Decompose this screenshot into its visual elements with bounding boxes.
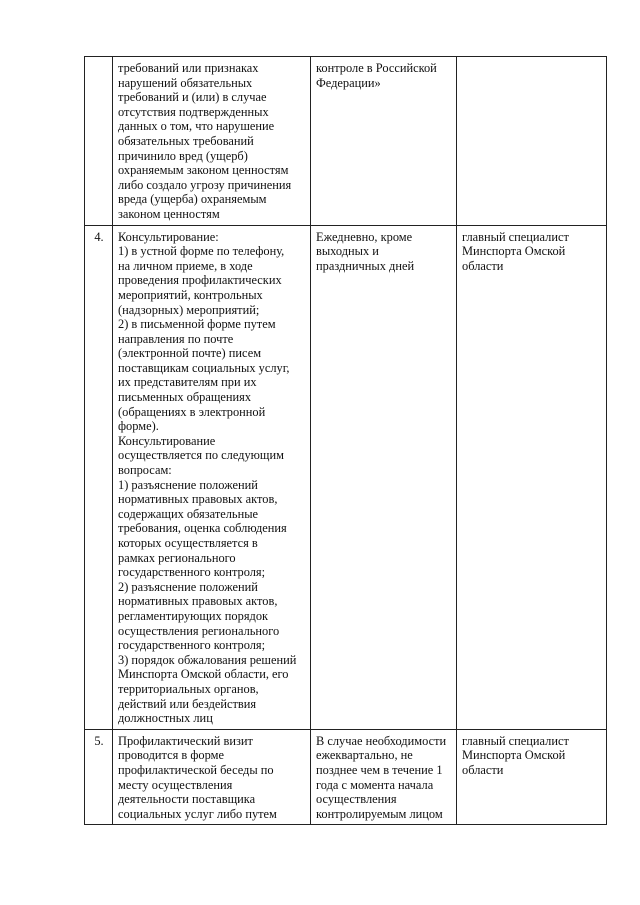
text-line: поставщикам социальных услуг, xyxy=(118,360,290,375)
text-line: 3) порядок обжалования решений xyxy=(118,652,297,667)
text-line: направления по почте xyxy=(118,331,234,346)
measure-responsible xyxy=(457,729,607,825)
text-line: должностных лиц xyxy=(118,711,213,726)
text-line: (электронной почте) писем xyxy=(118,346,262,361)
text-line: главный специалист xyxy=(462,733,569,748)
text-line: ежеквартально, не xyxy=(316,748,413,763)
text-line: области xyxy=(462,762,504,777)
text-line: письменных обращениях xyxy=(118,390,252,405)
text-line: требований и (или) в случае xyxy=(118,90,267,105)
measure-description xyxy=(113,225,311,729)
row-number xyxy=(85,57,113,226)
text-line: праздничных дней xyxy=(316,258,415,273)
text-line: осуществления xyxy=(316,792,397,807)
text-line: государственного контроля; xyxy=(118,565,266,580)
text-line: месту осуществления xyxy=(118,777,233,792)
text-line: проведения профилактических xyxy=(118,273,282,288)
text-line: Минспорта Омской области, его xyxy=(118,667,289,682)
measure-description xyxy=(113,729,311,825)
text-line: (обращениях в электронной xyxy=(118,404,266,419)
text-line: форме). xyxy=(118,419,159,434)
measures-table xyxy=(84,56,607,825)
text-line: Ежедневно, кроме xyxy=(316,229,413,244)
text-line: главный специалист xyxy=(462,229,569,244)
text-line: проводится в форме xyxy=(118,748,224,763)
measure-timing xyxy=(311,225,457,729)
text-line: либо создало угрозу причинения xyxy=(118,177,292,192)
text-line: (надзорных) мероприятий; xyxy=(118,302,260,317)
text-line: 2) в письменной форме путем xyxy=(118,317,276,332)
text-line: Минспорта Омской xyxy=(462,748,566,763)
text-line: требования, оценка соблюдения xyxy=(118,521,287,536)
text-line: государственного контроля; xyxy=(118,638,266,653)
text-line: осуществления регионального xyxy=(118,623,280,638)
table-row xyxy=(85,225,607,729)
measure-responsible xyxy=(457,225,607,729)
text-line: вреда (ущерба) охраняемым xyxy=(118,192,267,207)
text-line: вопросам: xyxy=(118,463,172,478)
text-line: законом ценностям xyxy=(118,206,220,221)
text-line: В случае необходимости xyxy=(316,733,447,748)
measure-responsible xyxy=(457,57,607,226)
text-line: года с момента начала xyxy=(316,777,434,792)
text-line: регламентирующих порядок xyxy=(118,608,269,623)
text-line: требований или признаках xyxy=(118,61,259,75)
text-line: на личном приеме, в ходе xyxy=(118,258,253,273)
text-line: их представителям при их xyxy=(118,375,257,390)
text-line: деятельности поставщика xyxy=(118,792,256,807)
text-line: рамках регионального xyxy=(118,550,236,565)
text-line: действий или бездействия xyxy=(118,696,257,711)
text-line: содержащих обязательные xyxy=(118,506,259,521)
text-line: причинило вред (ущерб) xyxy=(118,148,248,163)
text-line: контролируемым лицом xyxy=(316,806,443,821)
text-line: Минспорта Омской xyxy=(462,244,566,259)
measure-timing xyxy=(311,729,457,825)
table-row xyxy=(85,57,607,226)
row-number: 5. xyxy=(85,729,113,825)
text-line: области xyxy=(462,258,504,273)
measure-timing xyxy=(311,57,457,226)
text-line: территориальных органов, xyxy=(118,681,259,696)
measure-description xyxy=(113,57,311,226)
text-line: позднее чем в течение 1 xyxy=(316,762,443,777)
text-line: Профилактический визит xyxy=(118,733,253,748)
text-line: Консультирование xyxy=(118,433,216,448)
text-line: социальных услуг либо путем xyxy=(118,806,277,821)
table-row xyxy=(85,729,607,825)
text-line: контроле в Российской xyxy=(316,61,437,75)
text-line: 1) в устной форме по телефону, xyxy=(118,244,285,259)
row-number: 4. xyxy=(85,225,113,729)
text-line: нормативных правовых актов, xyxy=(118,492,278,507)
text-line: осуществляется по следующим xyxy=(118,448,284,463)
text-line: обязательных требований xyxy=(118,133,254,148)
text-line: выходных и xyxy=(316,244,379,259)
text-line: 2) разъяснение положений xyxy=(118,579,258,594)
text-line: нормативных правовых актов, xyxy=(118,594,278,609)
text-line: 1) разъяснение положений xyxy=(118,477,258,492)
text-line: Федерации» xyxy=(316,75,381,90)
text-line: отсутствия подтвержденных xyxy=(118,104,269,119)
text-line: профилактической беседы по xyxy=(118,762,274,777)
text-line: мероприятий, контрольных xyxy=(118,287,263,302)
text-line: данных о том, что нарушение xyxy=(118,119,275,134)
text-line: нарушений обязательных xyxy=(118,75,253,90)
text-line: которых осуществляется в xyxy=(118,536,258,550)
text-line: Консультирование: xyxy=(118,229,219,244)
text-line: охраняемым законом ценностям xyxy=(118,163,289,178)
